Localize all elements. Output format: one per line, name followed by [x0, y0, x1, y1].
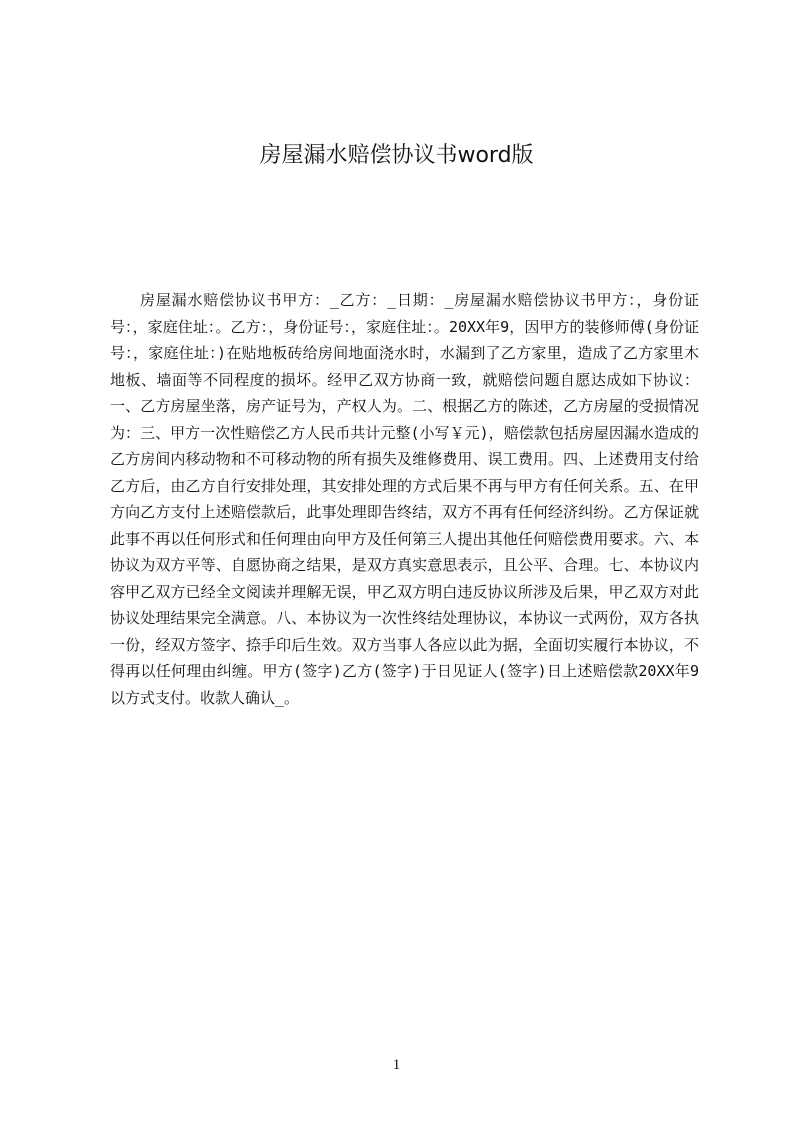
- agreement-body-text: 房屋漏水赔偿协议书甲方：_乙方：_日期：_房屋漏水赔偿协议书甲方：，身份证号：，家庭住址：。乙方：，身份证号：，家庭住址：。20XX年9，因甲方的装修师傅(身份证号：，家庭住址：)在贴地板砖给房间地面浇水时，水漏到了乙方家里，造成了乙方家里木地板、墙面等不同程度的损坏。经甲乙双方协商一致，就赔偿问题自愿达成如下协议：一、乙方房屋坐落，房产证号为，产权人为。二、根据乙方的陈述，乙方房屋的受损情况为：三、甲方一次性赔偿乙方人民币共计元整(小写￥元)，赔偿款包括房屋因漏水造成的乙方房间内移动物和不可移动物的所有损失及维修费用、误工费用。四、上述费用支付给乙方后，由乙方自行安排处理，其安排处理的方式后果不再与甲方有任何关系。五、在甲方向乙方支付上述赔偿款后，此事处理即告终结，双方不再有任何经济纠纷。乙方保证就此事不再以任何形式和任何理由向甲方及任何第三人提出其他任何赔偿费用要求。六、本协议为双方平等、自愿协商之结果，是双方真实意思表示，且公平、合理。七、本协议内容甲乙双方已经全文阅读并理解无误，甲乙双方明白违反协议所涉及后果，甲乙双方对此协议处理结果完全满意。八、本协议为一次性终结处理协议，本协议一式两份，双方各执一份，经双方签字、捺手印后生效。双方当事人各应以此为据，全面切实履行本协议，不得再以任何理由纠缠。甲方(签字)乙方(签字)于日见证人(签字)日上述赔偿款20XX年9以方式支付。收款人确认_。: [110, 291, 699, 707]
- page-number: 1: [392, 1057, 401, 1073]
- document-title: 房屋漏水赔偿协议书word版: [259, 143, 534, 168]
